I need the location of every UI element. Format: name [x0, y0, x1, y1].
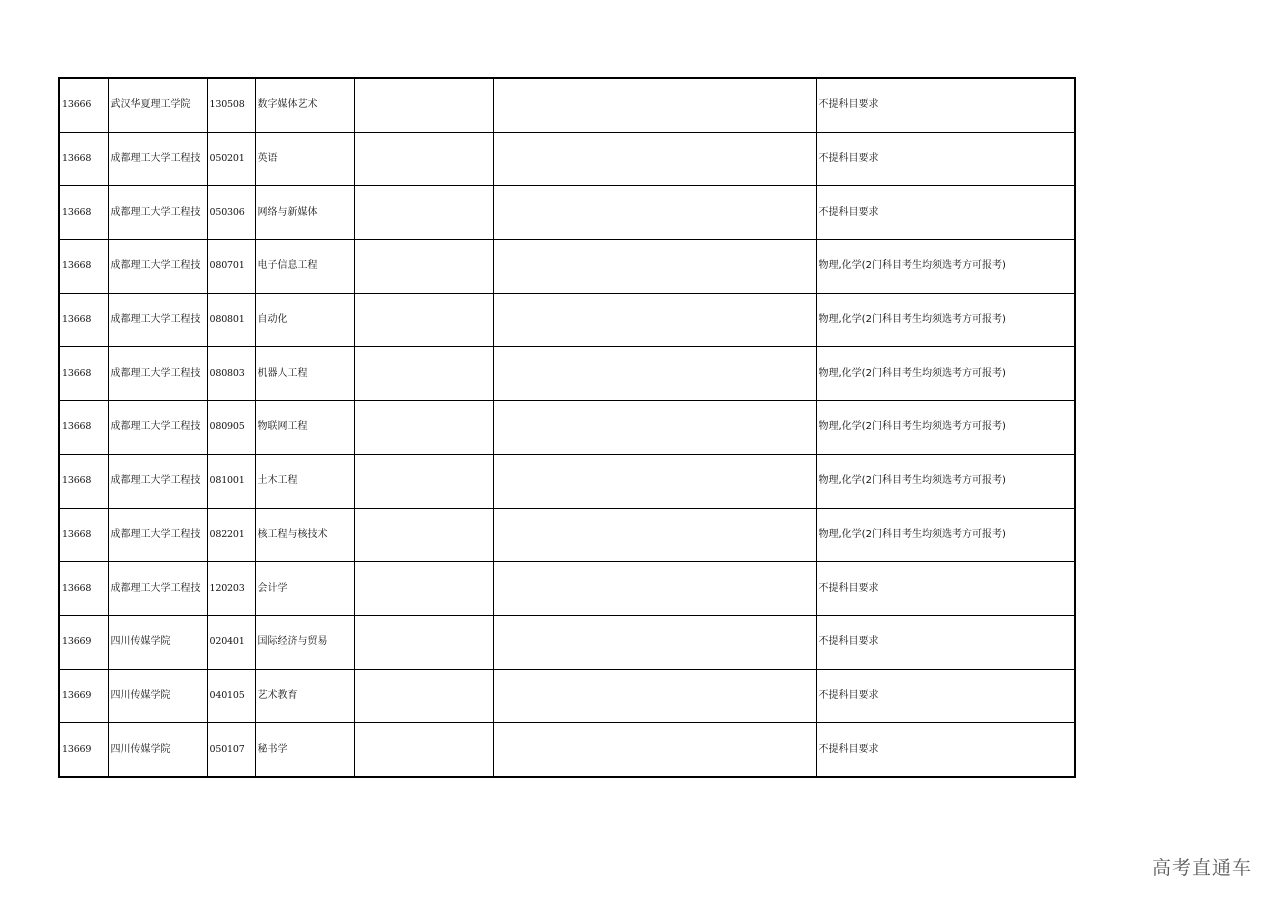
empty-cell [493, 508, 816, 562]
major-name-cell: 数字媒体艺术 [255, 78, 354, 132]
major-code-cell: 130508 [207, 78, 255, 132]
subject-requirement-cell: 物理,化学(2门科目考生均须选考方可报考) [816, 293, 1075, 347]
major-name-cell: 艺术教育 [255, 669, 354, 723]
school-code-cell: 13668 [59, 562, 108, 616]
empty-cell [493, 132, 816, 186]
school-code-cell: 13669 [59, 669, 108, 723]
empty-cell [493, 562, 816, 616]
subject-requirement-cell: 不提科目要求 [816, 669, 1075, 723]
subject-requirement-cell: 不提科目要求 [816, 562, 1075, 616]
empty-cell [493, 78, 816, 132]
table-row [59, 669, 1075, 723]
major-name-cell: 土木工程 [255, 454, 354, 508]
table-row [59, 562, 1075, 616]
major-name-cell: 核工程与核技术 [255, 508, 354, 562]
school-code-cell: 13669 [59, 723, 108, 777]
school-code-cell: 13668 [59, 347, 108, 401]
empty-cell [493, 186, 816, 240]
empty-cell [493, 347, 816, 401]
empty-cell [493, 401, 816, 455]
empty-cell [354, 401, 493, 455]
subject-requirement-cell: 物理,化学(2门科目考生均须选考方可报考) [816, 508, 1075, 562]
empty-cell [354, 78, 493, 132]
subject-requirement-cell: 不提科目要求 [816, 615, 1075, 669]
subject-requirement-cell: 不提科目要求 [816, 723, 1075, 777]
table-row [59, 401, 1075, 455]
major-name-cell: 电子信息工程 [255, 240, 354, 294]
major-code-cell: 080905 [207, 401, 255, 455]
table-row [59, 78, 1075, 132]
admission-table [58, 77, 1076, 778]
major-code-cell: 081001 [207, 454, 255, 508]
empty-cell [354, 615, 493, 669]
major-name-cell: 会计学 [255, 562, 354, 616]
school-name-cell: 成都理工大学工程技 [108, 508, 207, 562]
school-name-cell: 成都理工大学工程技 [108, 186, 207, 240]
table-row [59, 240, 1075, 294]
table-row [59, 454, 1075, 508]
major-code-cell: 080701 [207, 240, 255, 294]
subject-requirement-cell: 物理,化学(2门科目考生均须选考方可报考) [816, 454, 1075, 508]
subject-requirement-cell: 不提科目要求 [816, 78, 1075, 132]
major-code-cell: 120203 [207, 562, 255, 616]
major-code-cell: 040105 [207, 669, 255, 723]
school-name-cell: 四川传媒学院 [108, 615, 207, 669]
empty-cell [493, 293, 816, 347]
major-name-cell: 国际经济与贸易 [255, 615, 354, 669]
empty-cell [354, 347, 493, 401]
school-name-cell: 成都理工大学工程技 [108, 562, 207, 616]
school-name-cell: 四川传媒学院 [108, 723, 207, 777]
major-code-cell: 050201 [207, 132, 255, 186]
empty-cell [493, 723, 816, 777]
school-code-cell: 13668 [59, 293, 108, 347]
subject-requirement-cell: 物理,化学(2门科目考生均须选考方可报考) [816, 347, 1075, 401]
school-name-cell: 四川传媒学院 [108, 669, 207, 723]
school-name-cell: 成都理工大学工程技 [108, 347, 207, 401]
major-code-cell: 050107 [207, 723, 255, 777]
empty-cell [354, 454, 493, 508]
table-row [59, 508, 1075, 562]
empty-cell [493, 240, 816, 294]
empty-cell [354, 508, 493, 562]
subject-requirement-cell: 物理,化学(2门科目考生均须选考方可报考) [816, 240, 1075, 294]
empty-cell [493, 669, 816, 723]
empty-cell [354, 132, 493, 186]
school-code-cell: 13668 [59, 240, 108, 294]
major-name-cell: 英语 [255, 132, 354, 186]
school-name-cell: 成都理工大学工程技 [108, 454, 207, 508]
subject-requirement-cell: 不提科目要求 [816, 186, 1075, 240]
table-row [59, 347, 1075, 401]
school-code-cell: 13668 [59, 454, 108, 508]
major-code-cell: 050306 [207, 186, 255, 240]
empty-cell [354, 240, 493, 294]
table-row [59, 132, 1075, 186]
school-code-cell: 13668 [59, 132, 108, 186]
table-row [59, 186, 1075, 240]
school-name-cell: 成都理工大学工程技 [108, 293, 207, 347]
watermark-text: 高考直通车 [1151, 857, 1252, 879]
table-row [59, 293, 1075, 347]
table-body [59, 78, 1075, 777]
major-code-cell: 080801 [207, 293, 255, 347]
major-name-cell: 秘书学 [255, 723, 354, 777]
empty-cell [354, 293, 493, 347]
empty-cell [493, 615, 816, 669]
major-code-cell: 020401 [207, 615, 255, 669]
school-name-cell: 成都理工大学工程技 [108, 132, 207, 186]
school-code-cell: 13668 [59, 401, 108, 455]
subject-requirement-cell: 不提科目要求 [816, 132, 1075, 186]
empty-cell [493, 454, 816, 508]
table-row [59, 615, 1075, 669]
school-code-cell: 13668 [59, 186, 108, 240]
major-name-cell: 物联网工程 [255, 401, 354, 455]
school-name-cell: 武汉华夏理工学院 [108, 78, 207, 132]
empty-cell [354, 669, 493, 723]
major-code-cell: 080803 [207, 347, 255, 401]
school-code-cell: 13668 [59, 508, 108, 562]
school-name-cell: 成都理工大学工程技 [108, 401, 207, 455]
empty-cell [354, 562, 493, 616]
table-row [59, 723, 1075, 777]
school-name-cell: 成都理工大学工程技 [108, 240, 207, 294]
school-code-cell: 13669 [59, 615, 108, 669]
empty-cell [354, 186, 493, 240]
school-code-cell: 13666 [59, 78, 108, 132]
major-name-cell: 网络与新媒体 [255, 186, 354, 240]
major-name-cell: 机器人工程 [255, 347, 354, 401]
subject-requirement-cell: 物理,化学(2门科目考生均须选考方可报考) [816, 401, 1075, 455]
major-name-cell: 自动化 [255, 293, 354, 347]
empty-cell [354, 723, 493, 777]
major-code-cell: 082201 [207, 508, 255, 562]
